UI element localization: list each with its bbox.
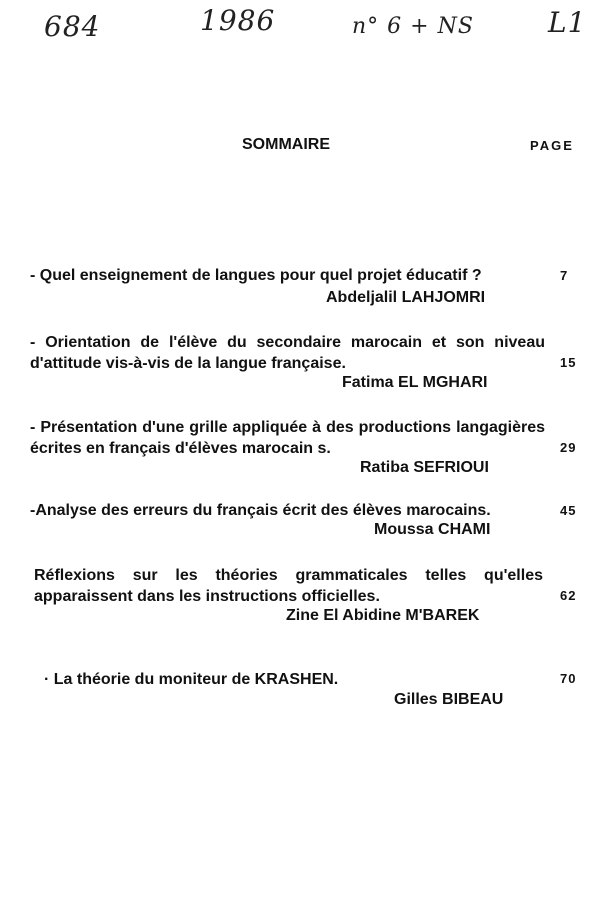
toc-entry-title: - Orientation de l'élève du secondaire marocain et son niveau d'attitude vis-à-vis de la langue française. (30, 334, 545, 372)
handwritten-code: 684 (44, 10, 101, 43)
toc-entry-author: Moussa CHAMI (374, 521, 491, 538)
toc-entry-author: Fatima EL MGHARI (342, 374, 488, 391)
toc-entry-page: 70 (560, 671, 577, 686)
toc-entry-title: Réflexions sur les théories grammaticales telles qu'elles apparaissent dans les instructions officielles. (34, 567, 543, 605)
handwritten-issue: n° 6 + NS (352, 14, 474, 39)
toc-entry-title: - Quel enseignement de langues pour quel projet éducatif ? (30, 267, 482, 284)
page-title: SOMMAIRE (242, 136, 330, 153)
toc-entry-title: -Analyse des erreurs du français écrit des élèves marocains. (30, 502, 491, 519)
handwritten-year: 1986 (200, 4, 276, 37)
toc-entry-page: 29 (560, 440, 577, 455)
toc-entry-title: - Présentation d'une grille appliquée à des productions langagières écrites en français d'élèves marocain s. (30, 419, 545, 457)
toc-entry-page: 62 (560, 588, 577, 603)
toc-entry-author: Zine El Abidine M'BAREK (286, 607, 480, 624)
toc-entry-author: Gilles BIBEAU (394, 691, 504, 708)
toc-entry-author: Abdeljalil LAHJOMRI (326, 289, 486, 306)
handwritten-ref: L1 (548, 6, 587, 39)
toc-entry-page: 7 (560, 268, 569, 283)
toc-entry-page: 45 (560, 503, 577, 518)
toc-entry-page: 15 (560, 355, 577, 370)
toc-entry-author: Ratiba SEFRIOUI (360, 459, 489, 476)
page-column-label: PAGE (530, 138, 574, 153)
toc-entry-title: · La théorie du moniteur de KRASHEN. (44, 671, 339, 688)
